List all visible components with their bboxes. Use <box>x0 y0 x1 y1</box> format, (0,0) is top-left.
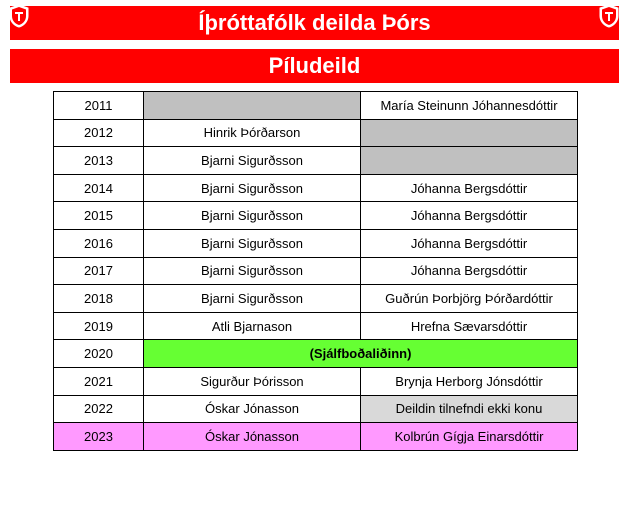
female-athlete-cell <box>361 147 578 175</box>
table-row <box>54 257 578 285</box>
male-athlete-cell: Hinrik Þórðarson <box>144 119 361 147</box>
male-athlete-cell: Óskar Jónasson <box>144 423 361 451</box>
female-athlete-cell <box>361 119 578 147</box>
female-athlete-cell: Jóhanna Bergsdóttir <box>361 229 578 257</box>
year-cell: 2014 <box>54 174 144 202</box>
table-row <box>54 229 578 257</box>
table-row <box>54 147 578 175</box>
table-row <box>54 285 578 313</box>
male-athlete-cell <box>144 92 361 120</box>
page-title: Íþróttafólk deilda Þórs <box>198 10 431 35</box>
year-cell: 2011 <box>54 92 144 120</box>
section-banner <box>10 49 619 83</box>
male-athlete-cell: Sigurður Þórisson <box>144 367 361 395</box>
female-athlete-cell: Deildin tilnefndi ekki konu <box>361 395 578 423</box>
table-row <box>54 119 578 147</box>
year-cell: 2022 <box>54 395 144 423</box>
female-athlete-cell: Jóhanna Bergsdóttir <box>361 174 578 202</box>
section-title: Píludeild <box>268 53 361 78</box>
year-cell: 2023 <box>54 423 144 451</box>
athletes-table <box>53 91 578 451</box>
table-row <box>54 174 578 202</box>
female-athlete-cell: Jóhanna Bergsdóttir <box>361 257 578 285</box>
table-row <box>54 423 578 451</box>
year-cell: 2016 <box>54 229 144 257</box>
male-athlete-cell: Bjarni Sigurðsson <box>144 202 361 230</box>
male-athlete-cell: Bjarni Sigurðsson <box>144 147 361 175</box>
male-athlete-cell: Bjarni Sigurðsson <box>144 257 361 285</box>
year-cell: 2019 <box>54 312 144 340</box>
year-cell: 2018 <box>54 285 144 313</box>
female-athlete-cell: Hrefna Sævarsdóttir <box>361 312 578 340</box>
year-cell: 2021 <box>54 367 144 395</box>
male-athlete-cell: Bjarni Sigurðsson <box>144 174 361 202</box>
female-athlete-cell: Jóhanna Bergsdóttir <box>361 202 578 230</box>
male-athlete-cell: Atli Bjarnason <box>144 312 361 340</box>
year-cell: 2017 <box>54 257 144 285</box>
club-logo-icon <box>598 4 620 28</box>
year-cell: 2012 <box>54 119 144 147</box>
female-athlete-cell: María Steinunn Jóhannesdóttir <box>361 92 578 120</box>
table-row <box>54 202 578 230</box>
female-athlete-cell: Guðrún Þorbjörg Þórðardóttir <box>361 285 578 313</box>
table-row <box>54 395 578 423</box>
table-row <box>54 340 578 368</box>
male-athlete-cell: Óskar Jónasson <box>144 395 361 423</box>
table-row <box>54 92 578 120</box>
table-row <box>54 312 578 340</box>
year-cell: 2020 <box>54 340 144 368</box>
female-athlete-cell: Kolbrún Gígja Einarsdóttir <box>361 423 578 451</box>
year-cell: 2013 <box>54 147 144 175</box>
club-logo-icon <box>8 4 30 28</box>
year-cell: 2015 <box>54 202 144 230</box>
female-athlete-cell: Brynja Herborg Jónsdóttir <box>361 367 578 395</box>
title-banner <box>10 6 619 40</box>
table-row <box>54 367 578 395</box>
male-athlete-cell: Bjarni Sigurðsson <box>144 229 361 257</box>
male-athlete-cell: Bjarni Sigurðsson <box>144 285 361 313</box>
volunteer-cell: (Sjálfboðaliðinn) <box>144 340 578 368</box>
